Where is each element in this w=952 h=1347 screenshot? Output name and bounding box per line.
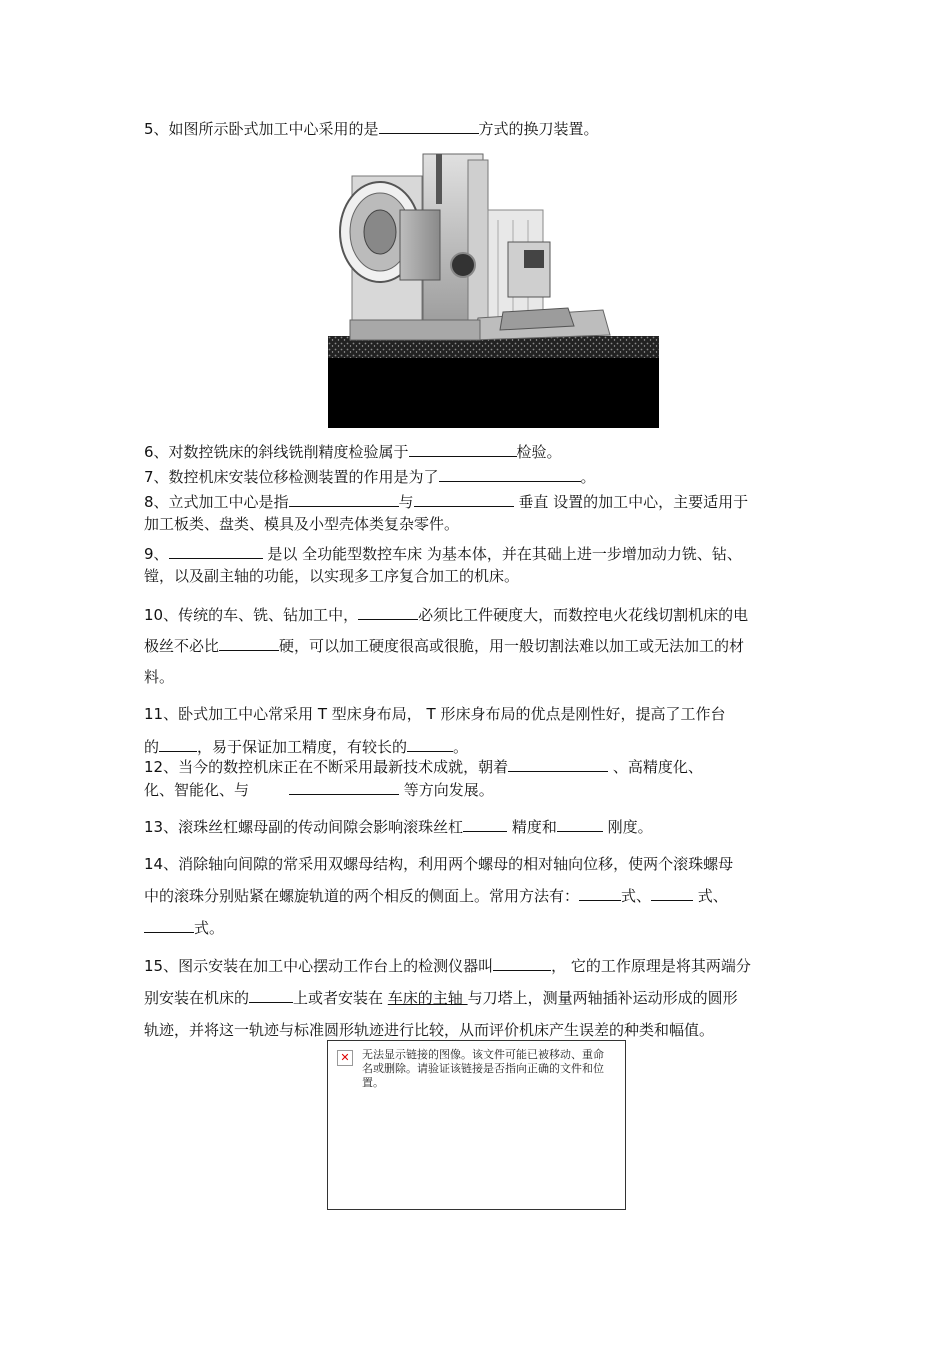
answer-blank[interactable] (651, 884, 693, 901)
answer-blank[interactable] (409, 440, 517, 457)
answer-blank[interactable] (159, 735, 197, 752)
answer-blank[interactable] (289, 490, 399, 507)
answer-blank[interactable] (407, 735, 453, 752)
answer-blank[interactable] (379, 117, 479, 134)
answer-blank[interactable] (463, 815, 507, 832)
question-11: 11、卧式加工中心常采用 T 型床身布局， T 形床身布局的优点是刚性好，提高了工作台 的 ，易于保证加工精度，有较长的 。 (144, 705, 726, 756)
broken-image-icon: ✕ (337, 1050, 353, 1066)
broken-image-placeholder (327, 1040, 626, 1210)
question-7: 7、数控机床安装位移检测装置的作用是为了 。 (144, 465, 812, 488)
question-14: 14、消除轴向间隙的常采用双螺母结构，利用两个螺母的相对轴向位移，使两个滚珠螺母 中的滚珠分别贴紧在螺旋轨道的两个相反的侧面上。常用方法有： 式、 式、 式。 (144, 855, 734, 937)
question-6: 6、对数控铣床的斜线铣削精度检验属于 检验。 (144, 440, 812, 463)
answer-blank[interactable] (169, 542, 263, 559)
answer-blank[interactable] (414, 490, 514, 507)
answer-blank[interactable] (144, 916, 194, 933)
question-8: 8、立式加工中心是指 与 垂直 设置的加工中心，主要适用于 加工板类、盘类、模具及小型壳体类复杂零件。 (144, 490, 812, 536)
question-15: 15、图示安装在加工中心摆动工作台上的检测仪器叫 ， 它的工作原理是将其两端分 别安装在机床的 上或者安装在 车床的主轴 与刀塔上，测量两轴插补运动形成的圆形 轨迹，并将这一轨迹与标准圆形轨迹进行比较，从而评价机床产生误差的种类和幅值。 (144, 950, 812, 1046)
question-13: 13、滚珠丝杠螺母副的传动间隙会影响滚珠丝杠 精度和 刚度。 (144, 815, 812, 838)
answer-blank[interactable] (439, 465, 581, 482)
answer-blank[interactable] (289, 778, 399, 795)
answer-blank[interactable] (508, 755, 608, 772)
question-9: 9、 是以 全功能型数控车床 为基本体，并在其础上进一步增加动力铣、钻、 镗，以及副主轴的功能，以实现多工序复合加工的机床。 (144, 542, 812, 588)
answer-blank[interactable] (358, 603, 418, 620)
question-10: 10、传统的车、铣、钻加工中， 必须比工件硬度大，而数控电火花线切割机床的电 极丝不必比 硬，可以加工硬度很高或很脆，用一般切割法难以加工或无法加工的材 料。 (144, 600, 812, 693)
question-5: 5、如图所示卧式加工中心采用的是 方式的换刀装置。 (144, 117, 812, 140)
answer-blank[interactable] (493, 954, 551, 971)
answer-blank[interactable] (557, 815, 603, 832)
horizontal-machining-center-image (328, 150, 659, 428)
answer-blank[interactable] (579, 884, 621, 901)
answer-blank[interactable] (219, 634, 279, 651)
answer-blank[interactable] (249, 986, 293, 1003)
broken-image-message: 无法显示链接的图像。该文件可能已被移动、重命名或删除。请验证该链接是否指向正确的文件和位置。 (362, 1048, 604, 1089)
question-12: 12、当今的数控机床正在不断采用最新技术成就，朝着 、高精度化、 化、智能化、与 等方向发展。 (144, 755, 812, 801)
